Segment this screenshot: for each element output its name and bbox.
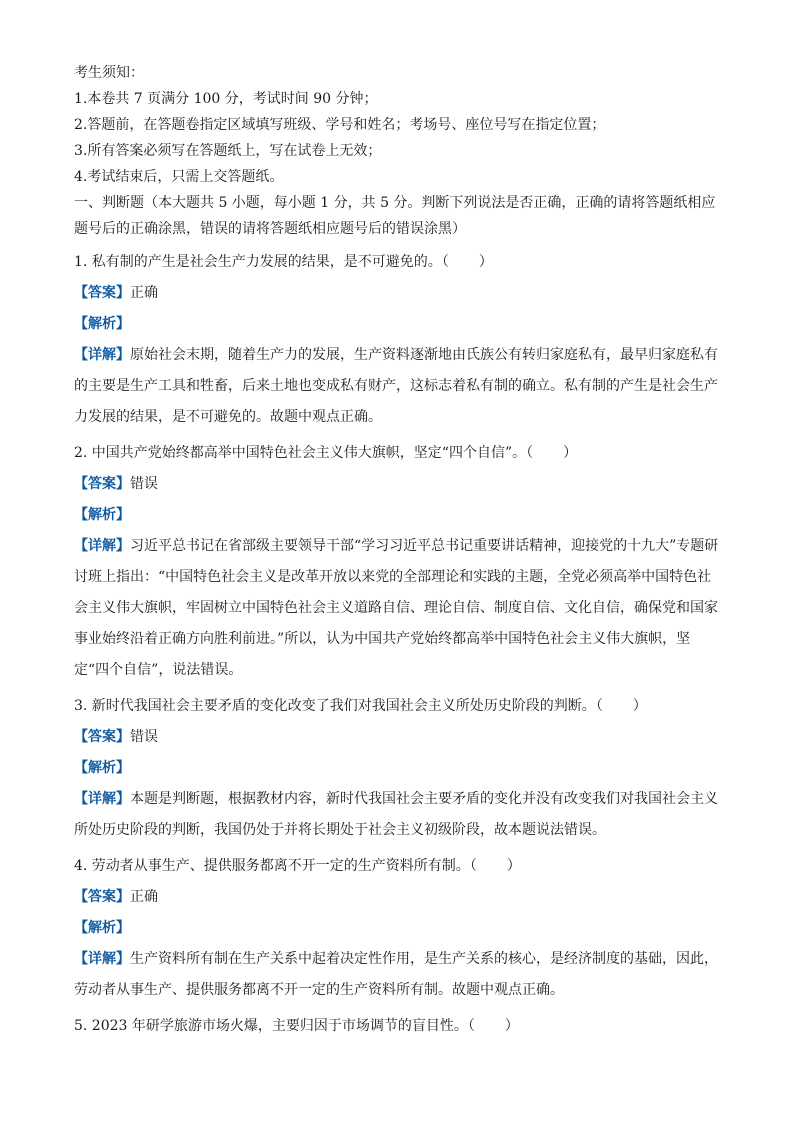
analysis-tag: 【解析】 [74, 760, 130, 776]
answer-tag: 【答案】 [74, 729, 130, 745]
answer-tag: 【答案】 [74, 889, 130, 905]
notice-item: 1.本卷共 7 页满分 100 分，考试时间 90 分钟； [74, 91, 378, 107]
answer-line [74, 882, 724, 913]
section-title: 一、判断题（本大题共 5 小题，每小题 1 分，共 5 分。判断下列说法是否正确，正确的请将答题纸相应题号后的正确涂黑，错误的请将答题纸相应题号后的错误涂黑） [74, 195, 716, 237]
question-2 [74, 438, 724, 686]
question-text: 2. 中国共产党始终都高举中国特色社会主义伟大旗帜，坚定“四个自信”。（ ） [74, 445, 578, 461]
analysis-tag: 【解析】 [74, 316, 130, 332]
question-4 [74, 851, 724, 1006]
answer-value: 错误 [130, 476, 158, 492]
notice-item: 2.答题前，在答题卷指定区域填写班级、学号和姓名；考场号、座位号写在指定位置； [74, 117, 606, 133]
detail-tag: 【详解】 [74, 951, 130, 967]
answer-line [74, 469, 724, 500]
exam-page [74, 60, 724, 1042]
answer-line [74, 278, 724, 309]
analysis-line [74, 309, 724, 340]
answer-tag: 【答案】 [74, 285, 130, 301]
detail-paragraph: 【详解】习近平总书记在省部级主要领导干部“学习习近平总书记重要讲话精神，迎接党的十九大”专题研讨班上指出：“中国特色社会主义是改革开放以来党的全部理论和实践的主题，全党必须高举中国特色社会主义伟大旗帜，牢固树立中国特色社会主义道路自信、理论自信、制度自信、文化自信，确保党和国家事业始终沿着正确方向胜利前进。”所以，认为中国共产党始终都高举中国特色社会主义伟大旗帜，坚定“四个自信”，说法错误。 [74, 538, 719, 678]
detail-paragraph: 【详解】生产资料所有制在生产关系中起着决定性作用，是生产关系的核心，是经济制度的基础，因此，劳动者从事生产、提供服务都离不开一定的生产资料所有制。故题中观点正确。 [74, 951, 718, 998]
analysis-line [74, 500, 724, 531]
notice-block [74, 60, 724, 190]
question-1 [74, 247, 724, 433]
notice-item: 4.考试结束后，只需上交答题纸。 [74, 169, 284, 185]
question-5 [74, 1011, 724, 1042]
question-text: 1. 私有制的产生是社会生产力发展的结果，是不可避免的。（ ） [74, 254, 493, 270]
question-text: 4. 劳动者从事生产、提供服务都离不开一定的生产资料所有制。（ ） [74, 858, 521, 874]
question-text: 3. 新时代我国社会主要矛盾的变化改变了我们对我国社会主义所处历史阶段的判断。（ ） [74, 698, 647, 714]
question-text: 5. 2023 年研学旅游市场火爆，主要归因于市场调节的盲目性。（ ） [74, 1018, 519, 1034]
notice-item: 3.所有答案必须写在答题纸上，写在试卷上无效； [74, 143, 382, 159]
analysis-line [74, 753, 724, 784]
detail-tag: 【详解】 [74, 347, 130, 363]
answer-value: 正确 [130, 889, 158, 905]
answer-tag: 【答案】 [74, 476, 130, 492]
detail-paragraph: 【详解】原始社会末期，随着生产力的发展，生产资料逐渐地由氏族公有转归家庭私有，最早归家庭私有的主要是生产工具和牲畜，后来土地也变成私有财产，这标志着私有制的确立。私有制的产生是社会生产力发展的结果，是不可避免的。故题中观点正确。 [74, 347, 718, 425]
detail-paragraph: 【详解】本题是判断题，根据教材内容，新时代我国社会主要矛盾的变化并没有改变我们对我国社会主义所处历史阶段的判断，我国仍处于并将长期处于社会主义初级阶段，故本题说法错误。 [74, 791, 718, 838]
answer-value: 正确 [130, 285, 158, 301]
analysis-tag: 【解析】 [74, 507, 130, 523]
question-3 [74, 691, 724, 846]
analysis-line [74, 913, 724, 944]
answer-value: 错误 [130, 729, 158, 745]
notice-title: 考生须知： [74, 65, 144, 81]
detail-tag: 【详解】 [74, 791, 130, 807]
answer-line [74, 722, 724, 753]
analysis-tag: 【解析】 [74, 920, 130, 936]
detail-tag: 【详解】 [74, 538, 130, 554]
